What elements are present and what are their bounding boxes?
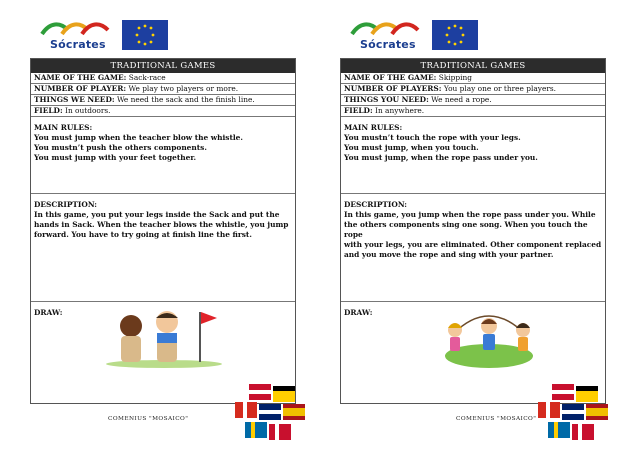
things-value: We need the sack and the finish line. — [114, 95, 255, 104]
description-line: In this game, you put your legs inside the Sack and put the — [34, 210, 280, 219]
main-rules-title: MAIN RULES: — [344, 123, 403, 132]
rule-line: You must jump when the teacher blow the whistle. — [34, 133, 243, 142]
game-name-row — [341, 73, 605, 84]
description-title: DESCRIPTION: — [344, 200, 408, 209]
game-name-value: Sack-race — [126, 73, 166, 82]
socrates-logo — [38, 18, 188, 54]
eu-flag-icon — [122, 20, 168, 50]
partner-flags-puzzle-icon — [235, 384, 307, 444]
rule-line: You must jump, when you touch. — [344, 143, 479, 152]
footer-label: COMENIUS "MOSAICO" — [108, 416, 189, 422]
logo-text: Sócrates — [50, 38, 106, 51]
description-title: DESCRIPTION: — [34, 200, 98, 209]
field-label: FIELD: — [34, 106, 63, 115]
partner-flags-puzzle-icon — [538, 384, 610, 444]
logo-swirl-icon — [38, 18, 118, 38]
game-name-label: NAME OF THE GAME: — [34, 73, 127, 82]
players-value: We play two players or more. — [126, 84, 239, 93]
things-value: We need a rope. — [428, 95, 492, 104]
game-sheet — [340, 58, 606, 404]
sack-race-illustration — [99, 306, 229, 368]
players-row — [341, 84, 605, 95]
game-name-value: Skipping — [436, 73, 472, 82]
game-card-sack-race — [30, 0, 296, 452]
things-label: THINGS WE NEED: — [34, 95, 115, 104]
field-label: FIELD: — [344, 106, 373, 115]
things-row — [31, 95, 295, 106]
description-section — [341, 194, 605, 302]
things-label: THINGS YOU NEED: — [344, 95, 429, 104]
footer-label: COMENIUS "MOSAICO" — [456, 416, 537, 422]
skipping-illustration — [441, 304, 537, 368]
description-line: forward. You have to try going at finish line the first. — [34, 230, 252, 239]
sheet-header: TRADITIONAL GAMES — [31, 59, 295, 73]
game-sheet — [30, 58, 296, 404]
players-label: NUMBER OF PLAYERS: — [344, 84, 442, 93]
main-rules-title: MAIN RULES: — [34, 123, 93, 132]
socrates-logo — [348, 18, 498, 54]
main-rules-section — [341, 117, 605, 194]
description-section — [31, 194, 295, 302]
main-rules-section — [31, 117, 295, 194]
field-value: In anywhere. — [372, 106, 425, 115]
logo-swirl-icon — [348, 18, 428, 38]
draw-title: DRAW: — [34, 308, 63, 317]
things-row — [341, 95, 605, 106]
rule-line: You mustn’t touch the rope with your legs. — [344, 133, 521, 142]
rule-line: You mustn’t push the others components. — [34, 143, 207, 152]
rule-line: You must jump with your feet together. — [34, 153, 197, 162]
rule-line: You must jump, when the rope pass under you. — [344, 153, 538, 162]
field-row — [341, 106, 605, 117]
description-line: In this game, you jump when the rope pass under you. While — [344, 210, 596, 219]
description-line: the others components sing one song. When you touch the rope — [344, 220, 588, 239]
game-name-label: NAME OF THE GAME: — [344, 73, 437, 82]
players-label: NUMBER OF PLAYER: — [34, 84, 127, 93]
draw-title: DRAW: — [344, 308, 373, 317]
players-row — [31, 84, 295, 95]
game-card-skipping — [340, 0, 606, 452]
sheet-header: TRADITIONAL GAMES — [341, 59, 605, 73]
description-line: with your legs, you are eliminated. Other component replaced — [344, 240, 602, 249]
description-line: and you move the rope and sing with your partner. — [344, 250, 554, 259]
description-line: hands in Sack. When the teacher blows the whistle, you jump — [34, 220, 289, 229]
field-row — [31, 106, 295, 117]
field-value: In outdoors. — [62, 106, 111, 115]
players-value: You play one or three players. — [441, 84, 557, 93]
eu-flag-icon — [432, 20, 478, 50]
logo-text: Sócrates — [360, 38, 416, 51]
game-name-row — [31, 73, 295, 84]
